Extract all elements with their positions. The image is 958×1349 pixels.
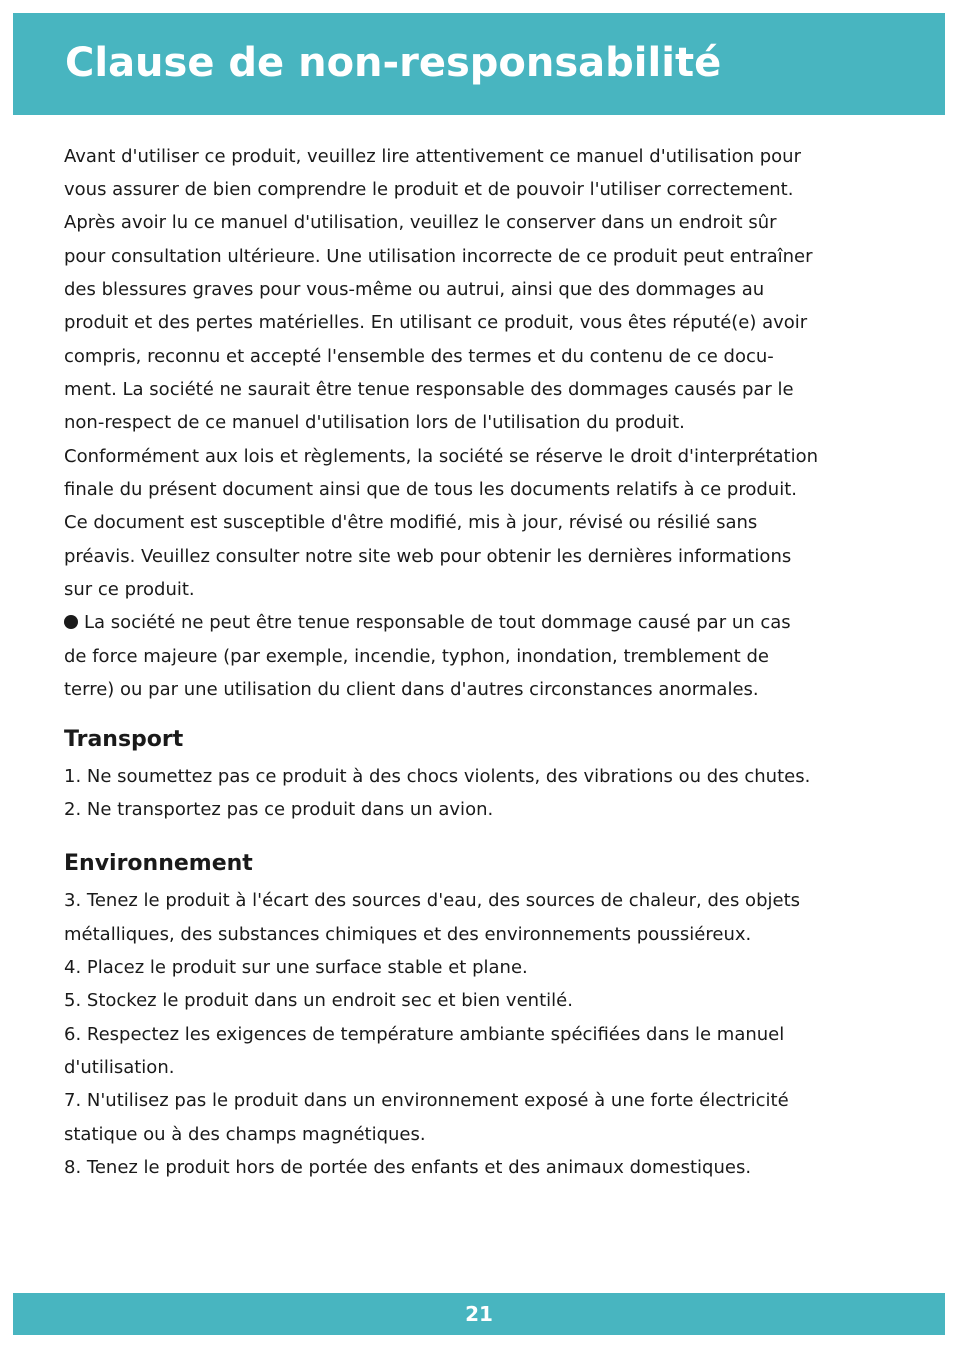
list-item: 7. N'utilisez pas le produit dans un environnement exposé à une forte électricité <box>64 1090 789 1111</box>
intro-line: sur ce produit. <box>64 579 195 600</box>
intro-line: pour consultation ultérieure. Une utilisation incorrecte de ce produit peut entraîner <box>64 246 813 267</box>
list-item: 6. Respectez les exigences de température ambiante spécifiées dans le manuel <box>64 1024 785 1045</box>
environment-heading: Environnement <box>64 851 253 876</box>
header-band <box>13 13 945 115</box>
list-item: statique ou à des champs magnétiques. <box>64 1124 426 1145</box>
intro-line: Avant d'utiliser ce produit, veuillez lire attentivement ce manuel d'utilisation pour <box>64 146 801 167</box>
footer-band <box>13 1293 945 1335</box>
page-number: 21 <box>465 1302 493 1326</box>
list-item: 3. Tenez le produit à l'écart des sources d'eau, des sources de chaleur, des objets <box>64 890 801 911</box>
list-item: 2. Ne transportez pas ce produit dans un avion. <box>64 799 494 820</box>
intro-line: préavis. Veuillez consulter notre site web pour obtenir les dernières informations <box>64 546 792 567</box>
intro-line: Conformément aux lois et règlements, la société se réserve le droit d'interprétation <box>64 446 819 467</box>
intro-line: ment. La société ne saurait être tenue responsable des dommages causés par le <box>64 379 794 400</box>
list-item: 5. Stockez le produit dans un endroit sec et bien ventilé. <box>64 990 573 1011</box>
list-item: 4. Placez le produit sur une surface stable et plane. <box>64 957 528 978</box>
page-title: Clause de non-responsabilité <box>65 40 722 86</box>
bullet-dot-icon <box>64 615 78 629</box>
transport-heading: Transport <box>64 727 184 752</box>
intro-line: vous assurer de bien comprendre le produit et de pouvoir l'utiliser correctement. <box>64 179 794 200</box>
list-item: d'utilisation. <box>64 1057 175 1078</box>
bullet-line: terre) ou par une utilisation du client dans d'autres circonstances anormales. <box>64 679 759 700</box>
bullet-line: de force majeure (par exemple, incendie, typhon, inondation, tremblement de <box>64 646 769 667</box>
bullet-text: La société ne peut être tenue responsable de tout dommage causé par un cas <box>84 612 791 633</box>
list-item: métalliques, des substances chimiques et des environnements poussiéreux. <box>64 924 752 945</box>
intro-line: compris, reconnu et accepté l'ensemble des termes et du contenu de ce docu- <box>64 346 774 367</box>
intro-line: Après avoir lu ce manuel d'utilisation, veuillez le conserver dans un endroit sûr <box>64 212 777 233</box>
list-item: 8. Tenez le produit hors de portée des enfants et des animaux domestiques. <box>64 1157 752 1178</box>
intro-line: Ce document est susceptible d'être modifié, mis à jour, révisé ou résilié sans <box>64 512 758 533</box>
intro-line: produit et des pertes matérielles. En utilisant ce produit, vous êtes réputé(e) avoir <box>64 312 808 333</box>
intro-line: finale du présent document ainsi que de tous les documents relatifs à ce produit. <box>64 479 797 500</box>
list-item: 1. Ne soumettez pas ce produit à des chocs violents, des vibrations ou des chutes. <box>64 766 811 787</box>
bullet-line <box>64 610 791 636</box>
intro-line: non-respect de ce manuel d'utilisation lors de l'utilisation du produit. <box>64 412 685 433</box>
intro-line: des blessures graves pour vous-même ou autrui, ainsi que des dommages au <box>64 279 765 300</box>
